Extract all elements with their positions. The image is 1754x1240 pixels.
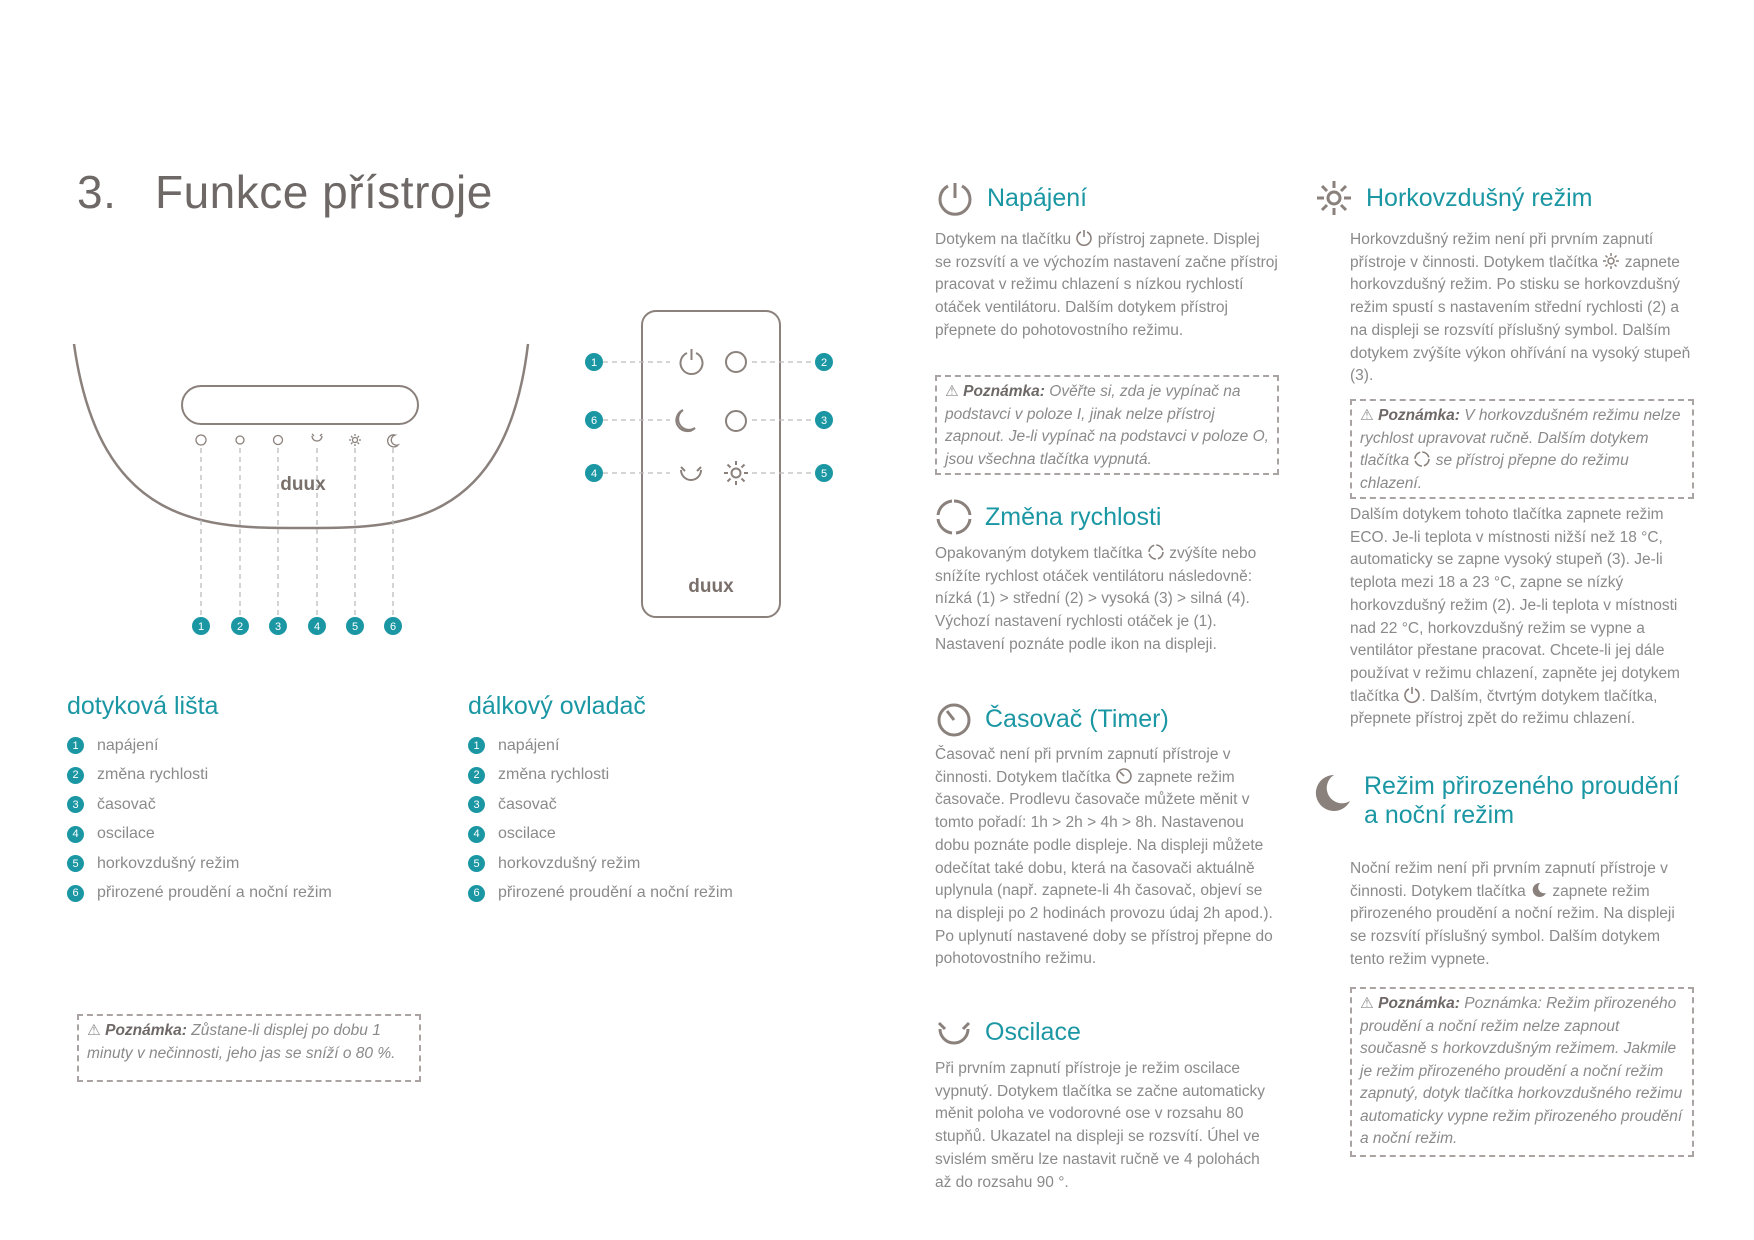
diagram-number: 1 (197, 621, 205, 633)
speed-icon (1147, 543, 1165, 561)
power-icon (1075, 229, 1093, 247)
night-icon (676, 410, 695, 431)
timer-icon (1115, 767, 1133, 785)
legend-item (468, 849, 848, 879)
legend-item (67, 879, 447, 909)
legend-item (468, 761, 848, 791)
diagram-number: 2 (820, 357, 828, 369)
heat-icon (1314, 178, 1354, 218)
heat-text: Horkovzdušný režim není při prvním zapnutí přístroje v činnosti. Dotykem tlačítka zapnete horkovzdušný režim. Po stisku se horkovzdušný režim spustí s nastavením střední rychlosti (2) a na displeji se rozsvítí příslušný symbol. Dalším dotykem zvýšíte výkon ohřívání na vysoký stupeň (3). (1350, 231, 1691, 385)
number-badge: 4 (468, 826, 485, 843)
remote-title: dálkový ovladač (468, 692, 646, 720)
night-icon (1530, 881, 1548, 899)
legend-label: oscilace (498, 825, 556, 843)
number-badge: 3 (468, 796, 485, 813)
oscillation-text: Při prvním zapnutí přístroje je režim oscilace vypnutý. Dotykem tlačítka se začne automaticky měnit poloha ve vodorovné ose v rozsahu 80 stupňů. Ukazatel na displeji se rozsvítí. Úhel ve svislém směru lze nastavit ručně ve 4 polohách až do rozsahu 90 °. (935, 1060, 1265, 1191)
number-badge: 4 (67, 826, 84, 843)
oscillation-icon (312, 434, 322, 441)
diagram-number: 6 (590, 415, 598, 427)
power-note: ⚠ Poznámka: Ověřte si, zda je vypínač na podstavci v poloze I, jinak nelze přístroj zapnout. Je-li vypínač na podstavci v poloze O, jsou všechna tlačítka vypnutá. (935, 375, 1279, 475)
remote-outline (642, 311, 780, 617)
power-icon (1403, 686, 1421, 704)
number-badge: 6 (67, 885, 84, 902)
legend-item (468, 820, 848, 850)
power-icon (935, 178, 975, 218)
legend-label: změna rychlosti (97, 766, 209, 784)
heat-icon (349, 434, 361, 446)
speed-heading (935, 498, 1161, 536)
legend-label: časovač (97, 795, 156, 813)
diagram-number: 5 (351, 621, 359, 633)
heat-note: ⚠ Poznámka: V horkovzdušném režimu nelze rychlost upravovat ručně. Dalším dotykem tlačítka se přístroj přepne do režimu chlazení. (1350, 399, 1694, 499)
diagram-number: 1 (590, 357, 598, 369)
legend-item (67, 820, 447, 850)
touch-panel-diagram (60, 330, 550, 650)
timer-icon (935, 700, 973, 738)
diagram-number: 3 (820, 415, 828, 427)
heat-icon (724, 461, 748, 485)
power-icon (196, 435, 206, 445)
number-badge: 1 (468, 737, 485, 754)
oscillation-icon (935, 1013, 973, 1051)
power-heading (935, 178, 1087, 218)
timer-heading-text: Časovač (Timer) (985, 704, 1169, 733)
heat-eco-text: Dalším dotykem tohoto tlačítka zapnete režim ECO. Je-li teplota v místnosti nižší než 18 °C, automaticky se zapne vysoký stupeň (3). Je-li teplota mezi 18 a 23 °C, zapne se nízký horkovzdušný režim (2). Je-li teplota v místnosti nad 22 °C, horkovzdušný režim se vypne a ventilátor přestane pracovat. Chcete-li jej dále používat v režimu chlazení, zapněte jej dotykem tlačítka . Dalším, čtvrtým dotykem tlačítka, přepnete přístroj zpět do režimu chlazení. (1350, 506, 1680, 728)
diagram-number: 4 (313, 621, 321, 633)
night-icon (388, 435, 398, 447)
legend-label: přirozené proudění a noční režim (97, 884, 332, 902)
display-note (77, 1014, 421, 1082)
touch-bar-legend (67, 692, 447, 908)
timer-text: Časovač není při prvním zapnutí přístroje v činnosti. Dotykem tlačítka zapnete režim časovače. Prodlevu časovače můžete měnit v tomto pořadí: 1h > 2h > 4h > 8h. Nastavenou dobu poznáte podle displeje. Na displeji můžete odečítat také dobu, která na časovači aktuálně uplynula (např. zapnete-li 4h časovač, objeví se na displeji po 2 hodinách provozu údaj 2h apod.). Po uplynutí nastavené doby se přístroj přepne do pohotovostního režimu. (935, 746, 1273, 968)
speed-icon (1413, 450, 1431, 468)
legend-label: změna rychlosti (498, 766, 610, 784)
timer-icon (726, 411, 746, 431)
speed-icon (935, 498, 973, 536)
night-heading-text: Režim přirozeného proudění a noční režim (1364, 772, 1680, 829)
legend-label: přirozené proudění a noční režim (498, 884, 733, 902)
number-badge: 6 (468, 885, 485, 902)
display-outline (182, 386, 418, 424)
timer-icon (274, 436, 283, 445)
number-badge: 2 (468, 767, 485, 784)
oscillation-heading (935, 1013, 1081, 1051)
number-badge: 5 (468, 855, 485, 872)
remote-diagram (580, 305, 850, 625)
warning-icon: ⚠ (1360, 995, 1374, 1012)
legend-item (468, 790, 848, 820)
warning-icon: ⚠ (87, 1022, 101, 1039)
diagram-number: 6 (389, 621, 397, 633)
legend-item (67, 790, 447, 820)
speed-icon (236, 436, 244, 444)
warning-icon: ⚠ (1360, 407, 1374, 424)
timer-heading (935, 700, 1169, 738)
oscillation-heading-text: Oscilace (985, 1017, 1081, 1046)
speed-icon (726, 352, 746, 372)
section-title: Funkce přístroje (155, 166, 493, 218)
night-icon (1310, 772, 1352, 814)
legend-item (67, 849, 447, 879)
remote-legend (468, 692, 848, 908)
touch-bar-title: dotyková lišta (67, 692, 219, 720)
diagram-number: 2 (236, 621, 244, 633)
legend-label: horkovzdušný režim (97, 854, 240, 872)
fan-base-outline (74, 344, 528, 528)
number-badge: 2 (67, 767, 84, 784)
note-text: Zůstane-li displej po dobu 1 minuty v nečinnosti, jeho jas se sníží o 80 %. (87, 1022, 396, 1062)
speed-text: Opakovaným dotykem tlačítka zvýšíte nebo snížíte rychlost otáček ventilátoru následovně: nízká (1) > střední (2) > vysoká (3) > silná (4). Výchozí nastavení rychlosti otáček je (1). Nastavení poznáte podle ikon na displeji. (935, 545, 1257, 653)
night-text: Noční režim není při prvním zapnutí přístroje v činnosti. Dotykem tlačítka zapnete režim přirozeného proudění a noční režim. Na displeji se rozsvítí příslušný symbol. Dalším dotykem tento režim vypnete. (1350, 860, 1675, 968)
number-badge: 3 (67, 796, 84, 813)
legend-label: časovač (498, 795, 557, 813)
legend-label: horkovzdušný režim (498, 854, 641, 872)
legend-label: oscilace (97, 825, 155, 843)
heat-heading (1314, 178, 1592, 218)
speed-heading-text: Změna rychlosti (985, 502, 1162, 531)
section-number: 3. (77, 166, 117, 218)
night-note: ⚠ Poznámka: Poznámka: Režim přirozeného proudění a noční režim nelze zapnout současně s horkovzdušným režimem. Jakmile je režim přirozeného proudění a noční režim zapnutý, dotyk tlačítka horkovzdušného režimu automaticky vypne režim přirozeného proudění a noční režim. (1350, 987, 1694, 1157)
legend-label: napájení (498, 736, 560, 754)
power-heading-text: Napájení (987, 183, 1088, 212)
legend-item (468, 731, 848, 761)
diagram-number: 5 (820, 468, 828, 480)
note-label: Poznámka: (105, 1022, 187, 1039)
oscillation-icon (681, 467, 701, 480)
power-text: Dotykem na tlačítku přístroj zapnete. Displej se rozsvítí a ve výchozím nastavení začne přístroj pracovat v režimu chlazení s nízkou rychlostí otáček ventilátoru. Dalším dotykem přístroj přepnete do pohotovostního režimu. (935, 231, 1278, 339)
legend-item (67, 731, 447, 761)
diagram-number: 3 (274, 621, 282, 633)
heat-heading-text: Horkovzdušný režim (1366, 183, 1593, 212)
duux-logo: duux (688, 576, 734, 597)
warning-icon: ⚠ (945, 383, 959, 400)
legend-item (468, 879, 848, 909)
duux-logo: duux (280, 474, 326, 495)
number-badge: 5 (67, 855, 84, 872)
legend-item (67, 761, 447, 791)
diagram-number: 4 (590, 468, 598, 480)
night-heading (1310, 772, 1679, 830)
page-title (77, 165, 493, 219)
heat-icon (1602, 252, 1620, 270)
legend-label: napájení (97, 736, 159, 754)
number-badge: 1 (67, 737, 84, 754)
power-icon (681, 349, 703, 374)
